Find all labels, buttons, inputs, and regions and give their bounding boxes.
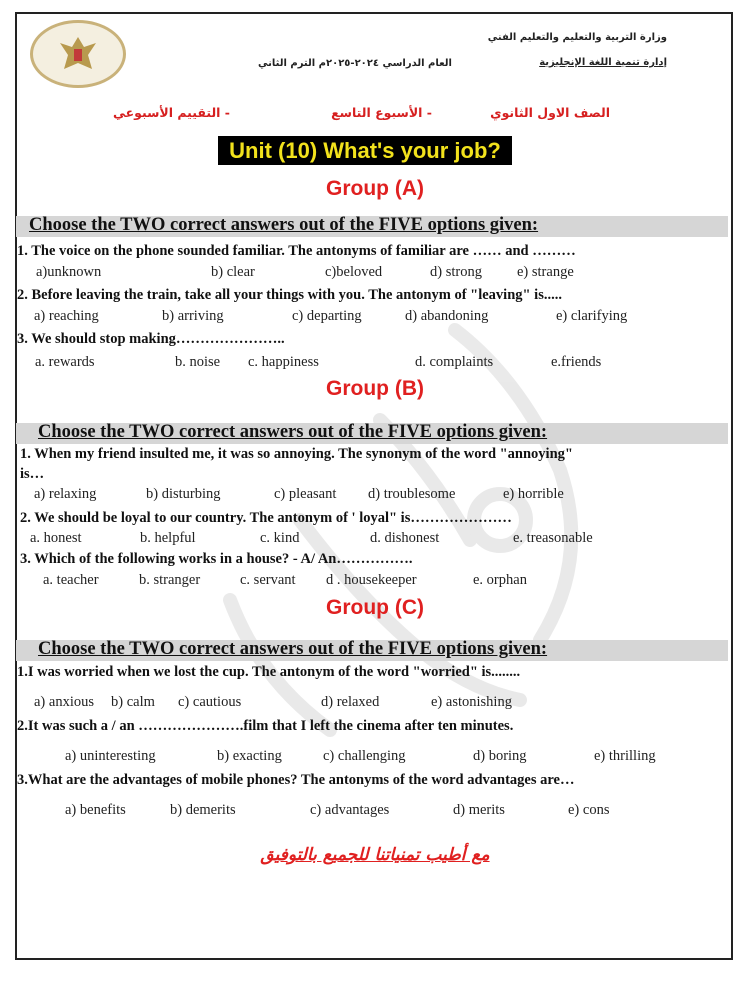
option: d) merits [453,802,505,818]
instruction-text: Choose the TWO correct answers out of the FIVE options given: [29,215,539,235]
option: e) strange [517,264,574,280]
question-c2: 2.It was such a / an ………………….film that I left the cinema after ten minutes. [17,718,514,734]
question-b2: 2. We should be loyal to our country. The antonym of ' loyal" is………………… [20,510,512,526]
option: d) boring [473,748,527,764]
option: a. rewards [35,354,95,370]
option: c) departing [292,308,362,324]
option: c) challenging [323,748,406,764]
question-c3: 3.What are the advantages of mobile phones? The antonyms of the word advantages are… [17,772,575,788]
option: a)unknown [36,264,102,280]
option: d) abandoning [405,308,489,324]
instruction-bar [16,423,728,444]
option: e) astonishing [431,694,512,710]
option: b) clear [211,264,255,280]
option: e) thrilling [594,748,656,764]
option: b) exacting [217,748,282,764]
question-b3: 3. Which of the following works in a house? - A/ An……………. [20,551,413,567]
option: b. helpful [140,530,196,546]
question-c1: 1.I was worried when we lost the cup. The antonym of the word "worried" is........ [17,664,521,680]
academic-year: العام الدراسي ٢٠٢٤-٢٠٢٥م الترم الثاني [258,58,452,69]
option: e. treasonable [513,530,593,546]
option: c. happiness [248,354,319,370]
option: e) horrible [503,486,564,502]
option: c) cautious [178,694,242,710]
option: c) pleasant [274,486,337,502]
option: d) strong [430,264,482,280]
option: a. teacher [43,572,99,588]
option: b) calm [111,694,155,710]
option: d. complaints [415,354,494,370]
option: d) troublesome [368,486,456,502]
option: a. honest [30,530,82,546]
week-label: - الأسبوع التاسع [331,105,432,120]
assessment-label: - التقييم الأسبوعي [113,105,230,120]
option: a) uninteresting [65,748,156,764]
option: a) reaching [34,308,99,324]
option: c) advantages [310,802,390,818]
option: c. servant [240,572,296,588]
group-a-title: Group (A) [326,177,424,200]
option: c. kind [260,530,300,546]
question-a1: 1. The voice on the phone sounded familiar. The antonyms of familiar are …… and ……… [17,243,576,259]
option: b) arriving [162,308,224,324]
ministry-logo [30,20,126,88]
question-a2: 2. Before leaving the train, take all your things with you. The antonym of "leaving" is..... [17,287,562,303]
option: c)beloved [325,264,383,280]
option: d . housekeeper [326,572,417,588]
instruction-bar [16,640,728,661]
option: e) clarifying [556,308,628,324]
option: d) relaxed [321,694,380,710]
option: d. dishonest [370,530,440,546]
grade-label: الصف الاول الثانوي [490,105,610,120]
instruction-bar [16,216,728,237]
instruction-text: Choose the TWO correct answers out of the FIVE options given: [38,422,548,442]
unit-title: Unit (10) What's your job? [218,136,512,165]
closing-wishes: مع أطيب تمنياتنا للجميع بالتوفيق [260,845,490,865]
option: a) benefits [65,802,126,818]
group-b-title: Group (B) [326,377,424,400]
ministry-name: وزارة التربية والتعليم والتعليم الفني [487,32,667,43]
option: b. noise [175,354,221,370]
option: e. orphan [473,572,527,588]
question-a3: 3. We should stop making………………….. [17,331,285,347]
option: b) disturbing [146,486,221,502]
question-b1-continued: is… [20,466,45,482]
option: a) relaxing [34,486,97,502]
option: a) anxious [34,694,94,710]
option: b) demerits [170,802,236,818]
directorate-name: إدارة تنمية اللغة الإنجليزية [539,57,667,68]
question-b1: 1. When my friend insulted me, it was so annoying. The synonym of the word "annoying" [20,446,573,462]
group-c-title: Group (C) [326,596,424,619]
instruction-text: Choose the TWO correct answers out of the FIVE options given: [38,639,548,659]
option: e.friends [551,354,602,370]
option: e) cons [568,802,610,818]
option: b. stranger [139,572,201,588]
eagle-emblem-icon [48,29,108,79]
